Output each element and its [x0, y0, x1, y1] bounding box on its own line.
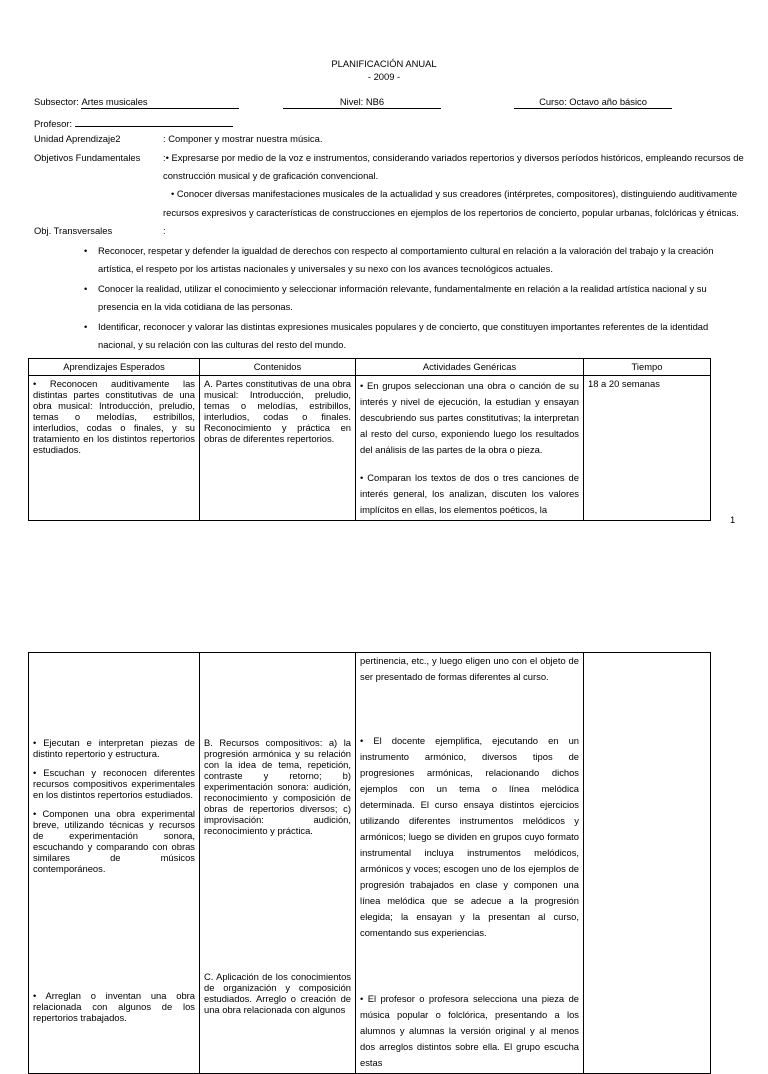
- objetivo-2-line-2: recursos expresivos y características de construcciones en ejemplos de los repertorios de concierto, popular urbanas, folclóricas y étnicas.: [163, 207, 739, 218]
- page-number: 1: [730, 514, 736, 525]
- objetivo-1-line-2: construcción musical y de graficación convencional.: [163, 170, 379, 181]
- table-header-row: [29, 359, 711, 376]
- cell-aprendizajes: • Reconocen auditivamente las distintas partes constitutivas de una obra musical: Introducción, preludio, temas o melodías, estribillos, interludios, codas o finales, y su tratamiento en los distintos repertorios estudiados.: [29, 375, 200, 520]
- objetivo-2-line-1: • Conocer diversas manifestaciones musicales de la actualidad y sus creadores (intérpretes, compositores), distinguiendo auditivamente: [171, 188, 738, 199]
- planning-table-continued: [28, 652, 711, 1074]
- nivel-value: Nivel: NB6: [283, 96, 441, 109]
- profesor-value: [75, 115, 233, 127]
- header-contenidos: Contenidos: [200, 359, 356, 376]
- subsector-label: Subsector:: [34, 96, 79, 107]
- cell-aprendizajes: • Ejecutan e interpretan piezas de distinto repertorio y estructura. • Escuchan y reconocen diferentes recursos compositivos experimentales en los distintos repertorios estudiados. • Componen una obra experimental breve, utilizando técnicas y recursos de experimentación sonora, escuchando y comparando con obras similares de músicos contemporáneos. • Arreglan o inventan una obra relacionada con algunos de los repertorios trabajados.: [29, 653, 200, 1074]
- subsector-value: Artes musicales: [81, 96, 239, 109]
- list-item: • Reconocer, respetar y defender la igualdad de derechos con respecto al comportamiento cultural en relación a la valoración del trabajo y la creación artística, el respeto por los artistas nacionales y universales y su nexo con los avances tecnológicos actuales.: [98, 242, 708, 278]
- table-row: [29, 375, 711, 520]
- header-actividades: Actividades Genéricas: [356, 359, 584, 376]
- cell-actividades: • En grupos seleccionan una obra o canción de su interés y nivel de ejecución, la estudian y ensayan descubriendo sus partes constitutivas; la interpretan al resto del curso, exponiendo luego los resultados del análisis de las partes de la obra o pieza. • Comparan los textos de dos o tres canciones de interés general, los analizan, discuten los valores implícitos en ellas, los elementos poéticos, la: [356, 375, 584, 520]
- list-item: • Identificar, reconocer y valorar las distintas expresiones musicales populares y de concierto, que constituyen importantes referentes de la identidad nacional, y su relación con las culturas del resto del mundo.: [98, 318, 708, 354]
- header-aprendizajes: Aprendizajes Esperados: [29, 359, 200, 376]
- cell-contenidos: A. Partes constitutivas de una obra musical: Introducción, preludio, temas o melodías, estribillos, interludios, codas o finales. Reconocimiento y práctica en obras de diferentes repertorios.: [200, 375, 356, 520]
- subsector-field: [34, 96, 239, 109]
- cell-contenidos: B. Recursos compositivos: a) la progresión armónica y su relación con la idea de tema, repetición, contraste y retorno; b) experimentación sonora: audición, reconocimiento y composición de obras de repertorios diversos; c) improvisación: audición, reconocimiento y práctica. C. Aplicación de los conocimientos de organización y composición estudiados. Arreglo o creación de una obra relacionada con algunos: [200, 653, 356, 1074]
- curso-field: [514, 96, 672, 109]
- transversales-label: Obj. Transversales: [34, 225, 113, 236]
- list-item: • Conocer la realidad, utilizar el conocimiento y seleccionar información relevante, fundamentalmente en relación a la realidad artística nacional y su presencia en la vida cotidiana de las personas.: [98, 280, 708, 316]
- table-row: [29, 653, 711, 1074]
- nivel-field: [283, 96, 441, 109]
- cell-tiempo: [584, 653, 711, 1074]
- header-tiempo: Tiempo: [584, 359, 711, 376]
- objetivo-1-line-1: :• Expresarse por medio de la voz e instrumentos, considerando variados repertorios y diversos períodos históricos, empleando recursos de: [163, 152, 744, 163]
- curso-value: Curso: Octavo año básico: [514, 96, 672, 109]
- planning-table: [28, 358, 711, 521]
- transversales-list: [98, 242, 714, 356]
- profesor-field: [34, 115, 233, 130]
- profesor-label: Profesor:: [34, 118, 73, 129]
- transversales-colon: :: [163, 225, 166, 236]
- unidad-value: : Componer y mostrar nuestra música.: [163, 133, 323, 144]
- unidad-label: Unidad Aprendizaje2: [34, 133, 121, 144]
- document-year: - 2009 -: [367, 71, 401, 82]
- cell-tiempo: 18 a 20 semanas: [584, 375, 711, 520]
- cell-actividades: pertinencia, etc., y luego eligen uno con el objeto de ser presentado de formas diferentes al curso. • El docente ejemplifica, ejecutando en un instrumento armónico, diversos tipos de progresiones armónicas, relacionando dichos ejemplos con un tema o línea melódica determinada. El curso ensaya distintos ejercicios utilizando diferentes instrumentos melódicos y armónicos; luego se dividen en grupos cuyo formato instrumental incluya instrumentos melódicos, armónicos y voces; escogen uno de los ejemplos de progresión trabajados en clase y componen una línea melódica que se adecue a la progresión elegida; la ensayan y la presentan al curso, comentando sus experiencias. • El profesor o profesora selecciona una pieza de música popular o folclórica, presentando a los alumnos y alumnas la versión original y al menos dos arreglos distintos sobre ella. El grupo escucha estas: [356, 653, 584, 1074]
- document-title: PLANIFICACIÓN ANUAL: [331, 58, 437, 69]
- objetivos-label: Objetivos Fundamentales: [34, 152, 141, 163]
